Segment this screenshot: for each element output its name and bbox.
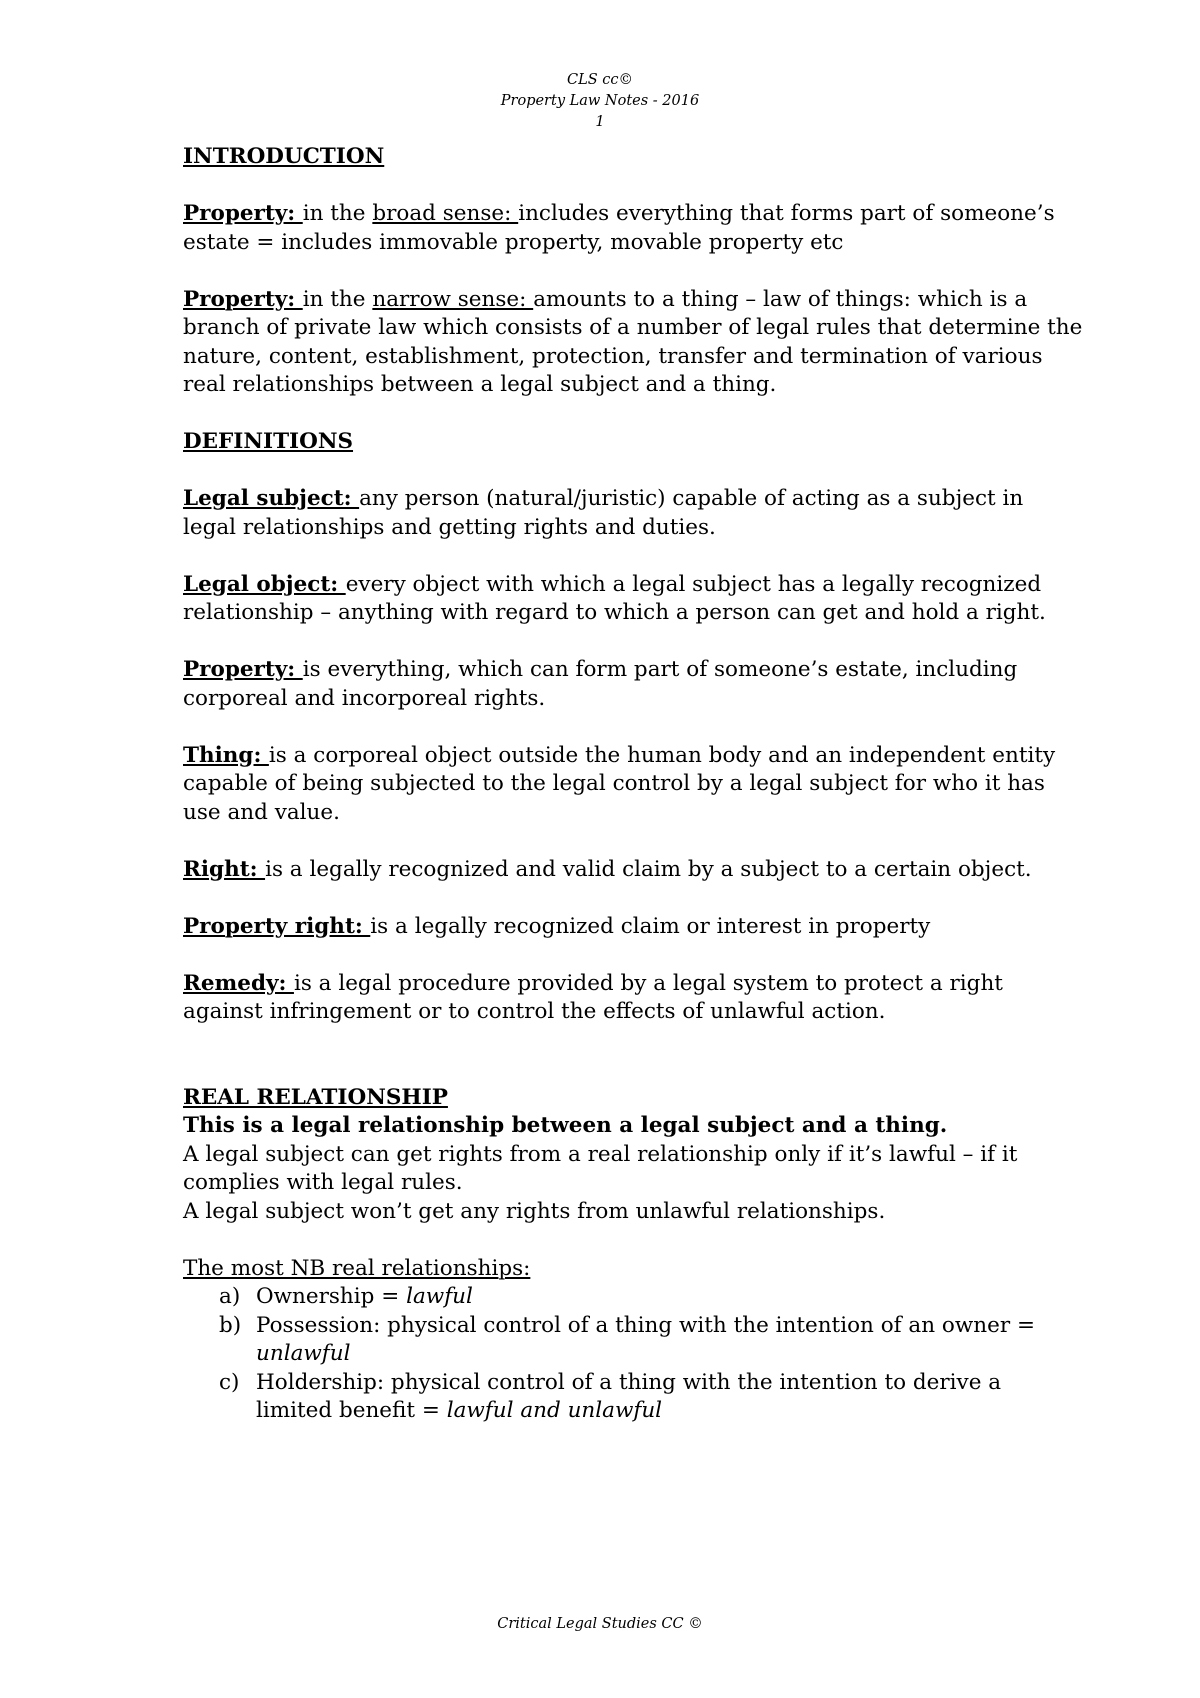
page-footer: Critical Legal Studies CC © <box>497 1616 703 1632</box>
definition-term: Thing: <box>183 742 269 768</box>
page-header <box>0 70 1200 133</box>
term-label: Property: <box>183 286 303 312</box>
property-broad-paragraph <box>183 200 1083 257</box>
definition-text: is a legally recognized and valid claim by a subject to a certain object. <box>265 856 1032 882</box>
list-marker: b) <box>219 1312 242 1338</box>
real-relationship-heading: REAL RELATIONSHIP <box>183 1084 448 1110</box>
definition-term: Right: <box>183 856 266 882</box>
definition-text: every object with which a legal subject has a legally recognized relationship – anything with regard to which a person can get and hold a right. <box>183 571 1046 625</box>
definitions-heading: DEFINITIONS <box>183 429 354 454</box>
definition-term: Property right: <box>183 913 371 939</box>
definition-legal-object <box>183 571 1083 628</box>
underlined-phrase: broad sense: <box>372 201 519 226</box>
relationships-list <box>183 1283 1083 1426</box>
list-marker: c) <box>219 1369 240 1395</box>
header-line-1: CLS cc© <box>566 72 633 88</box>
definition-thing <box>183 742 1083 828</box>
property-narrow-paragraph <box>183 286 1083 400</box>
definition-property <box>183 656 1083 713</box>
list-item-qualifier: lawful and unlawful <box>446 1398 663 1423</box>
underlined-phrase: narrow sense: <box>372 286 534 312</box>
real-relationship-line-1: A legal subject can get rights from a real relationship only if it’s lawful – if it complies with legal rules. <box>183 1141 1018 1195</box>
text-segment: amounts to a thing – law of things: which is a branch of private law which consists of a number of legal rules that determine the nature, content, establishment, protection, transfer and termination of various real relationships between a legal subject and a thing. <box>183 286 1083 397</box>
definition-property-right <box>183 913 1083 942</box>
real-relationship-line-2: A legal subject won’t get any rights from unlawful relationships. <box>183 1198 886 1224</box>
definition-right <box>183 856 1083 885</box>
definition-term: Legal object: <box>183 571 346 597</box>
relationships-list-title: The most NB real relationships: <box>183 1255 531 1281</box>
header-line-2: Property Law Notes - 2016 <box>500 93 700 109</box>
list-item-text: Possession: physical control of a thing with the intention of an owner = <box>256 1312 1035 1338</box>
definition-remedy <box>183 970 1083 1027</box>
text-segment: includes everything that forms part of someone’s estate = includes immovable property, movable property etc <box>183 201 1055 255</box>
list-item-text: Holdership: physical control of a thing with the intention to derive a limited benefit = <box>256 1369 1002 1423</box>
definition-text: is a corporeal object outside the human body and an independent entity capable of being subjected to the legal control by a legal subject for who it has use and value. <box>183 742 1056 825</box>
list-item-qualifier: unlawful <box>256 1341 351 1366</box>
real-relationship-definition: This is a legal relationship between a legal subject and a thing. <box>183 1113 948 1138</box>
definition-term: Legal subject: <box>183 486 360 511</box>
definition-text: is a legally recognized claim or interest in property <box>370 913 931 939</box>
term-label: Property: <box>183 201 303 226</box>
text-segment: in the <box>302 286 373 312</box>
list-item-qualifier: lawful <box>406 1284 473 1309</box>
page-content <box>183 143 1083 1426</box>
definition-text: is everything, which can form part of someone’s estate, including corporeal and incorporeal rights. <box>183 657 1018 711</box>
definition-legal-subject <box>183 485 1083 542</box>
list-item-text: Ownership = <box>256 1284 407 1309</box>
list-item <box>183 1369 1083 1426</box>
definition-term: Remedy: <box>183 970 294 996</box>
definition-text: is a legal procedure provided by a legal system to protect a right against infringement or to control the effects of unlawful action. <box>183 970 1003 1024</box>
definition-text: any person (natural/juristic) capable of acting as a subject in legal relationships and getting rights and duties. <box>183 486 1024 540</box>
definition-term: Property: <box>183 657 303 682</box>
header-page-number: 1 <box>595 114 605 130</box>
list-marker: a) <box>219 1284 241 1309</box>
list-item <box>183 1312 1083 1369</box>
list-item <box>183 1283 1083 1312</box>
introduction-heading: INTRODUCTION <box>183 144 385 169</box>
text-segment: in the <box>302 201 373 226</box>
